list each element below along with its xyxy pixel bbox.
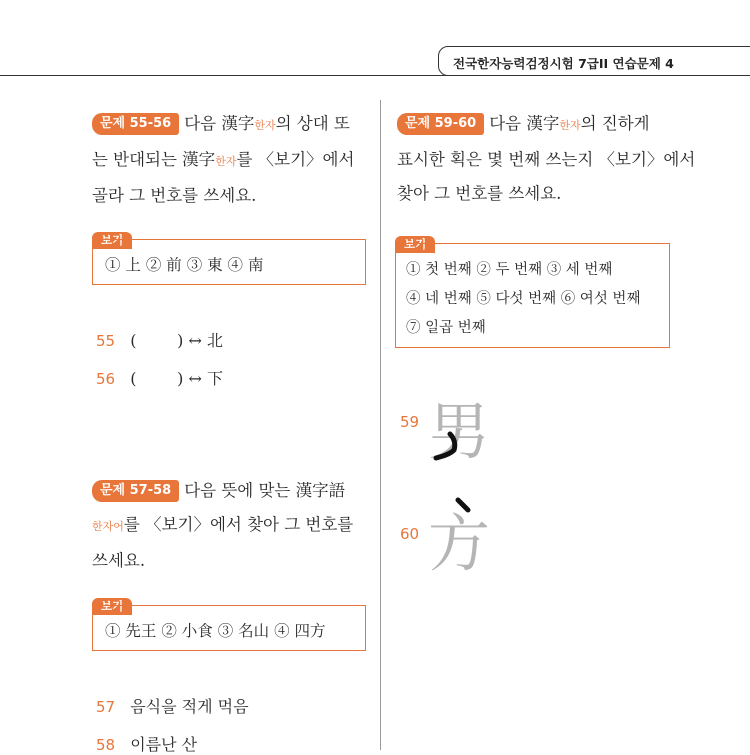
character-glyph: 男 [428,395,491,468]
item-text: 이름난 산 [130,735,198,754]
instruction-reading: 한자 [559,119,581,132]
bogi-options [396,244,669,343]
bogi-label: 보기 [395,236,435,253]
item-number: 59 [400,413,420,431]
bogi-option-line: ④ 네 번째 ⑤ 다섯 번째 ⑥ 여섯 번째 [406,291,641,307]
header-rule [0,75,750,76]
instruction-text: 의 상대 또 [275,114,350,133]
bogi-option-line: ⑦ 일곱 번째 [406,320,486,336]
highlighted-stroke-icon [428,382,508,466]
item-number: 58 [96,736,116,754]
question-badge: 문제 57-58 [92,480,179,502]
item-number: 56 [96,370,116,388]
instruction-text: 다음 뜻에 맞는 漢字語 [184,481,346,500]
header-title: 전국한자능력검정시험 7급II 연습문제 4 [453,56,674,71]
column-divider [380,100,381,750]
question-badge: 문제 59-60 [397,113,484,135]
stroke-order-character-60 [428,494,508,578]
item-number: 60 [400,525,420,543]
bogi-box [92,239,366,285]
page-header-tab [438,46,750,76]
answer-item-58 [96,732,197,755]
instruction-text: 를 〈보기〉에서 찾아 그 번호를 [123,515,354,534]
answer-item-60-number [400,524,419,543]
bogi-box [92,605,366,651]
instruction-text: 다음 漢字 [184,114,255,133]
instruction-reading: 한자 [215,155,237,168]
answer-item-57 [96,694,249,717]
item-number: 55 [96,332,116,350]
highlighted-stroke-icon [428,494,508,578]
question-59-60-instruction [397,107,696,211]
bogi-option-line: ① 첫 번째 ② 두 번째 ③ 세 번째 [406,262,613,278]
instruction-text: 의 진하게 [580,114,650,133]
item-text: ( ) ↔ 下 [130,369,223,388]
instruction-text: 찾아 그 번호를 쓰세요. [397,184,562,203]
instruction-text: 를 〈보기〉에서 [236,150,355,169]
question-55-56-instruction [92,107,372,213]
instruction-reading: 한자어 [92,520,124,533]
item-number: 57 [96,698,116,716]
stroke-order-character-59 [428,382,508,466]
item-text: ( ) ↔ 北 [130,331,223,350]
item-text: 음식을 적게 먹음 [130,697,249,716]
answer-item-59-number [400,412,419,431]
instruction-reading: 한자 [254,119,276,132]
character-glyph: 方 [428,507,491,580]
instruction-text: 다음 漢字 [489,114,560,133]
bogi-box [395,243,670,348]
answer-item-56 [96,366,223,389]
answer-item-55 [96,328,223,351]
bogi-options: ① 上 ② 前 ③ 東 ④ 南 [105,256,264,274]
bogi-label: 보기 [92,598,132,615]
bogi-options: ① 先王 ② 小食 ③ 名山 ④ 四方 [105,622,326,640]
bogi-label: 보기 [92,232,132,249]
question-57-58-instruction [92,474,372,578]
instruction-text: 쓰세요. [92,551,146,570]
instruction-text: 골라 그 번호를 쓰세요. [92,186,257,205]
instruction-text: 표시한 획은 몇 번째 쓰는지 〈보기〉에서 [397,150,696,169]
instruction-text: 는 반대되는 漢字 [92,150,216,169]
question-badge: 문제 55-56 [92,113,179,135]
